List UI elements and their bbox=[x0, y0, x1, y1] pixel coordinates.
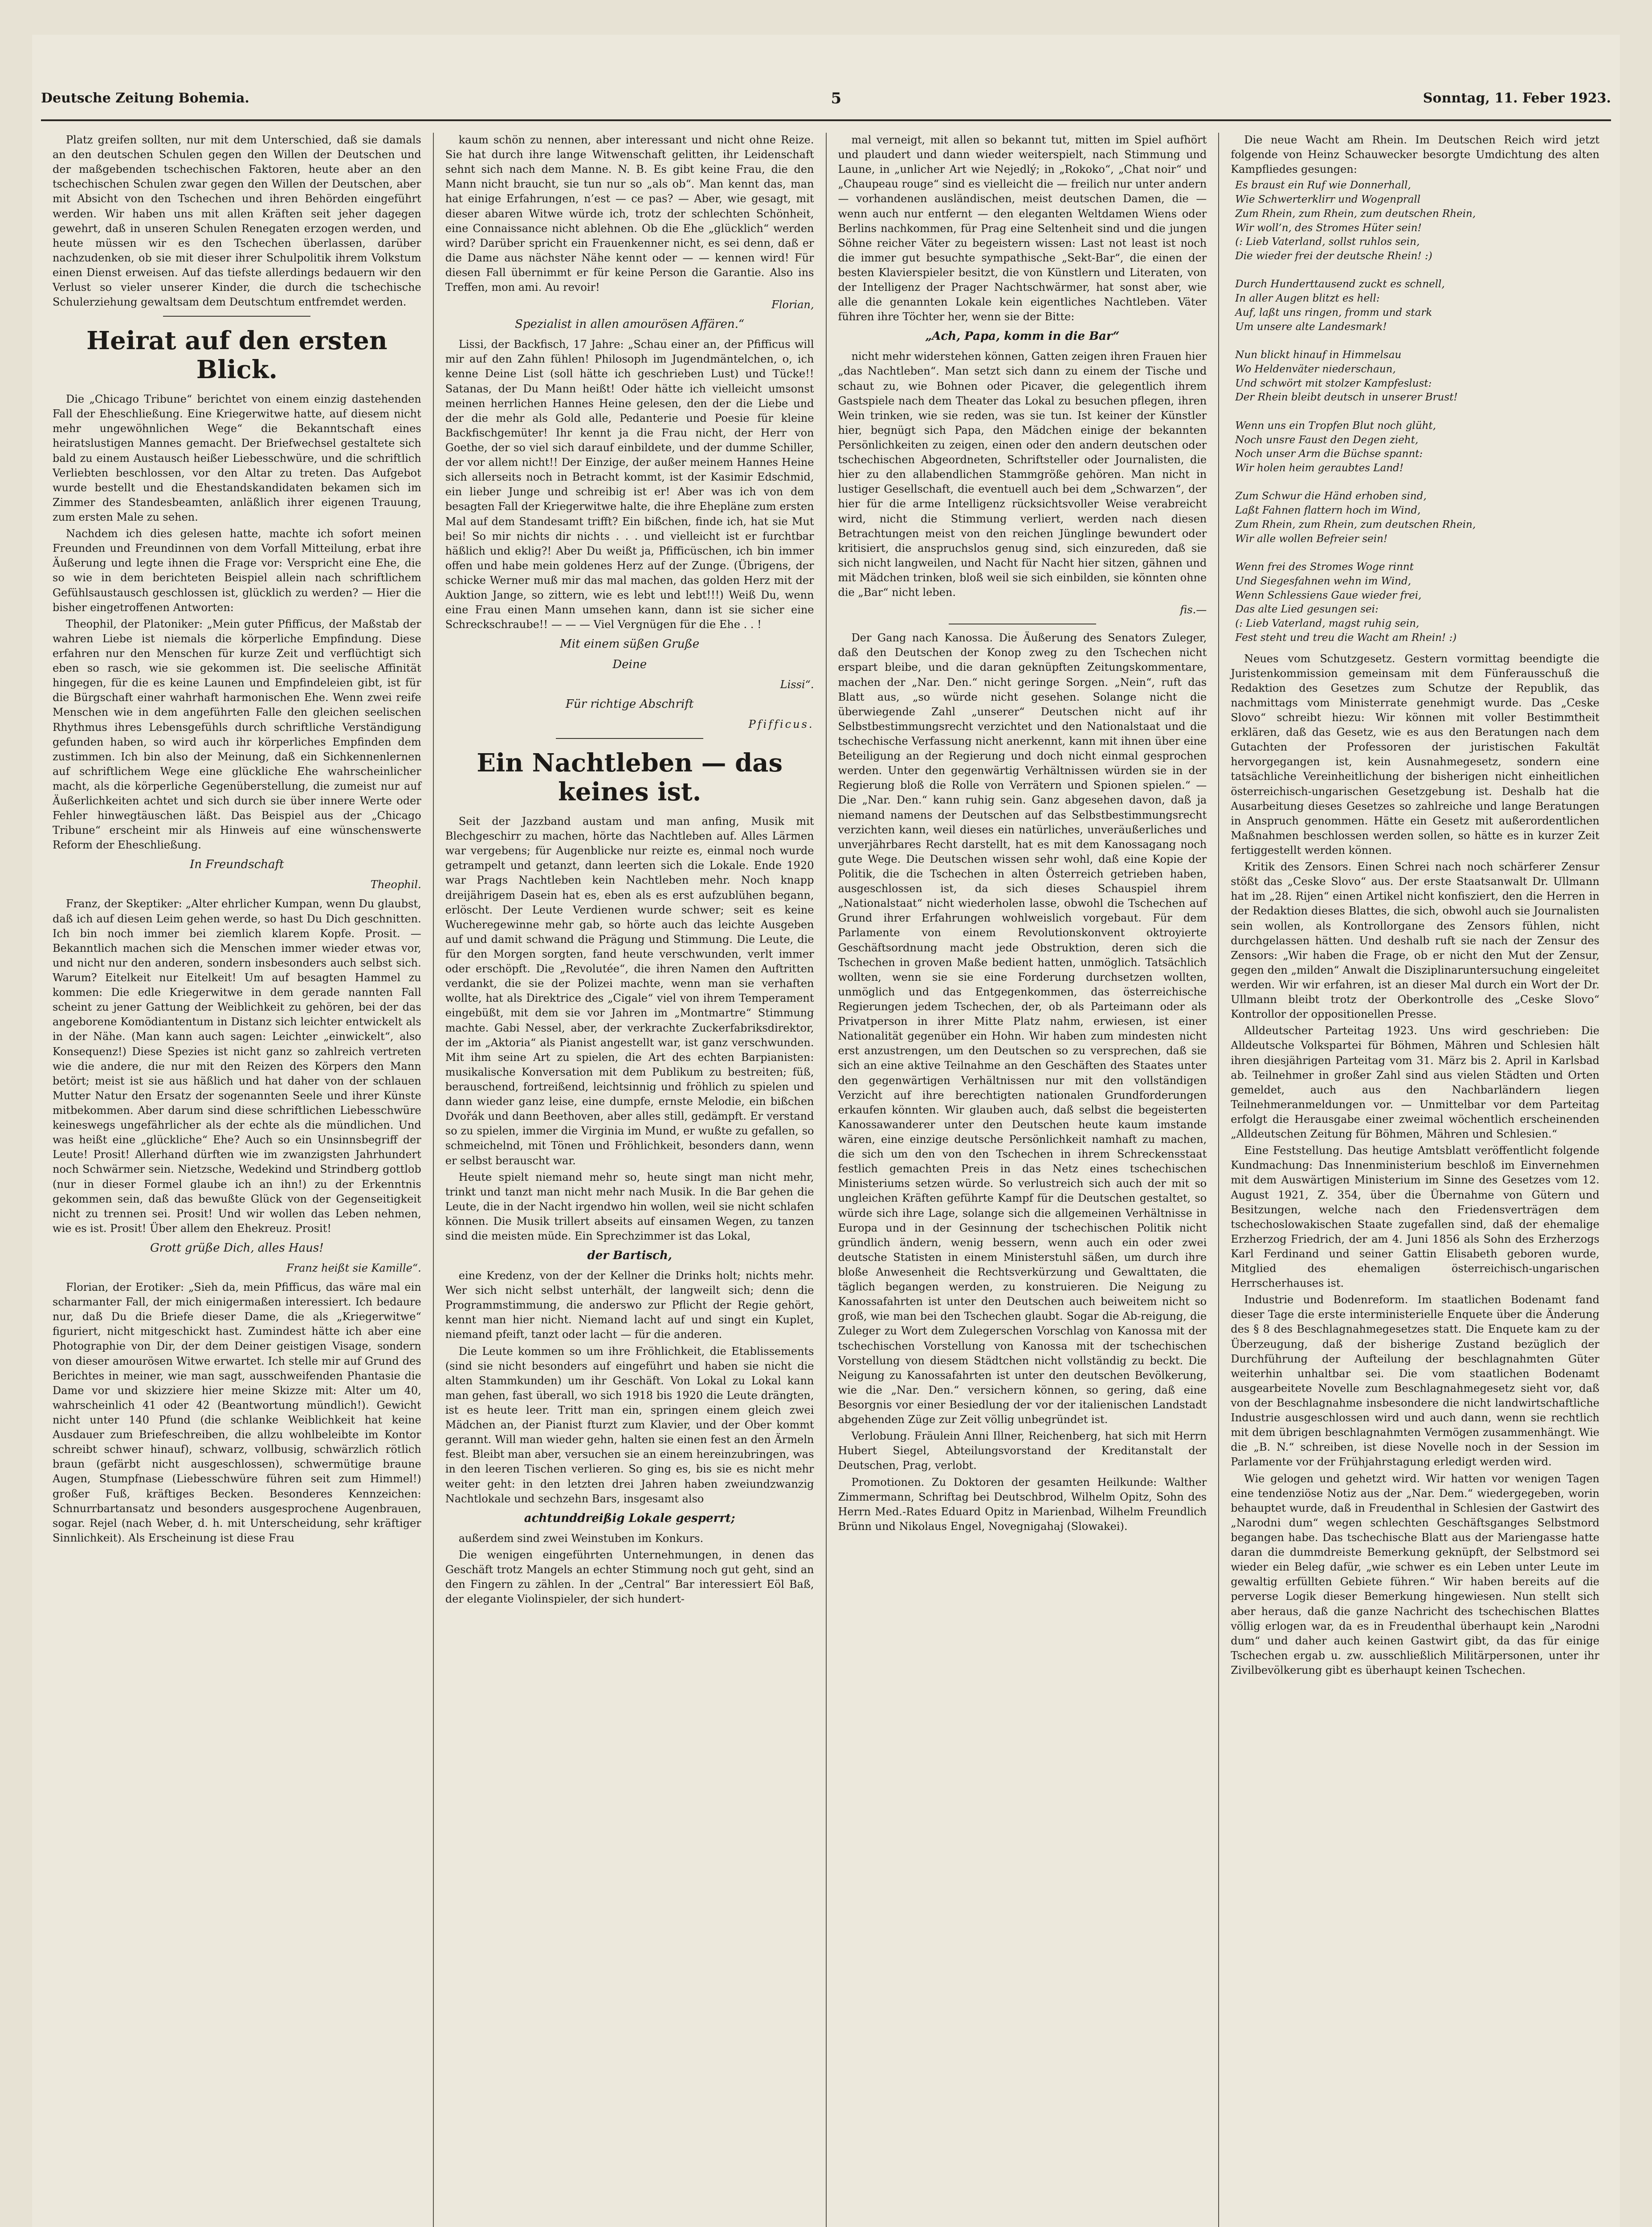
signature-title: Spezialist in allen amourösen Affären.“ bbox=[515, 318, 745, 331]
poem: Es braust ein Ruf wie Donnerhall, Wie Schwerterklirr und Wogenprall Zum Rhein, zum Rhein, zum deutschen Rhein, Wir woll’n, des Stromes Hüter sein! (: Lieb Vaterland, sollst ruhlos sein, Die wieder frei der deutsche Rhein! :) Durch Hunderttausend zuckt es schnell, In aller Augen blitzt es hell: Auf, laßt uns ringen, fromm und stark Um unsere alte Landesmark! Nun blickt hinauf in Himmelsau Wo Heldenväter niederschaun, Und schwört mit stolzer Kampfeslust: Der Rhein bleibt deutsch in unserer Brust! Wenn uns ein Tropfen Blut noch glüht, Noch unsre Faust den Degen zieht, Noch unser Arm die Büchse spannt: Wir holen heim geraubtes Land! Zum Schwur die Händ erhoben sind, Laßt Fahnen flattern hoch im Wind, Zum Rhein, zum Rhein, zum deutschen Rhein, Wir alle wollen Befreier sein! Wenn frei des Stromes Woge rinnt Und Siegesfahnen wehn im Wind, Wenn Schlessiens Gaue wieder frei, Das alte Lied gesungen sei: (: Lieb Vaterland, magst ruhig sein, Fest steht und treu die Wacht am Rhein! :) bbox=[1235, 179, 1476, 644]
paragraph: Eine Feststellung. Das heutige Amtsblatt veröffentlicht folgende Kundmachung: Das Innenministerium beschloß im Einvernehmen mit dem Auswärtigen Ministerium im Sinne des Gesetzes vom 12. August 1921, Z. 354, über die Übernahme von Gütern und Besitzungen, welche nach den Friedensverträgen dem tschechoslowakischen Staate zugefallen sind, daß der ehemalige Erzherzog Friedrich, der am 4. Juni 1856 als Sohn des Erzherzogs Karl Ferdinand und seiner Gattin Elisabeth geboren wurde, Mitglied des ehemaligen österreichisch-ungarischen Herrscherhauses ist. bbox=[1231, 1144, 1599, 1290]
paragraph: Florian, der Erotiker: „Sieh da, mein Pfifficus, das wäre mal ein scharmanter Fall, der mich einigermaßen interessiert. Ich bedaure nur, daß Du die Briefe dieser Dame, die als „Kriegerwitwe“ figuriert, nicht mitgeschickt hast. Zumindest hätte ich aber eine Photographie von Dir, der dem Deiner geistigen Visage, sondern von dieser amourösen Witwe erwartet. Ich stelle mir auf Grund des Berichtes in meiner, wie man sagt, ausschweifenden Phantasie die Dame vor und skizziere hier meine Skizze mit: Alter um 40, wahrscheinlich 41 oder 42 (Beantwortung mündlich!). Gewicht nicht unter 140 Pfund (die schlanke Weiblichkeit hat keine Ausdauer zum Briefeschreiben, die allzu wohlbeleibte im Kontor schreibt schwer hinauf), schwarz, vollbusig, schwärzlich rötlich braun (gefärbt nicht ausgeschlossen), schwermütige braune Augen, Stumpfnase (Liebesschwüre führen seit zum Himmel!) großer Fuß, kräftiges Becken. Besonderes Kennzeichen: Schnurrbartansatz und besonders ausgesprochene Augenbrauen, sogar. Rejel (nach Weber, d. h. mit Unterscheidung, sehr kräftiger Sinnlichkeit). Als Erscheinung ist diese Frau bbox=[53, 1281, 421, 1544]
columns bbox=[41, 133, 1611, 2227]
paragraph: mal verneigt, mit allen so bekannt tut, mitten im Spiel aufhört und plaudert und dann wieder weiterspielt, nach Stimmung und Laune, in „unlicher Art wie Nejedlý; in „Rokoko“, „Chat noir“ und „Chaupeau rouge“ sind es vielleicht die — freilich nur unter andern — vorhandenen ausländischen, meist deutschen Damen, die — wenn auch nur entfernt — den eleganten Weltdamen Wiens oder Berlins nachkommen, für Prag eine Seltenheit sind und die jungen Söhne reicher Väter zu begeistern wissen: Last not least ist noch die immer gut besuchte sympathische „Sekt-Bar“, die einen der besten Klavierspieler besitzt, die von Künstlern und Literaten, von der Intelligenz der Prager Nachtschwärmer, hat sonst aber, wie alle die genannten Lokale kein eigentliches Nachtleben. Väter führen ihre Töchter her, wenn sie der Bitte: bbox=[838, 134, 1207, 323]
closing-line: Mit einem süßen Gruße bbox=[560, 637, 700, 651]
paragraph: Die neue Wacht am Rhein. Im Deutschen Reich wird jetzt folgende von Heinz Schauwecker besorgte Umdichtung des alten Kampfliedes gesungen: bbox=[1231, 134, 1599, 176]
paragraph: eine Kredenz, von der der Kellner die Drinks holt; nichts mehr. Wer sich nicht selbst unterhält, der langweilt sich; denn die Programmstimmung, die anderswo zur Pflicht der Regie gehört, kennt man hier nicht. Niemand lacht auf und singt ein Kuplet, niemand pfeift, tanzt oder lacht — für die anderen. bbox=[445, 1269, 814, 1341]
paragraph: Industrie und Bodenreform. Im staatlichen Bodenamt fand dieser Tage die erste interministerielle Enquete über die Änderung des § 8 des Beschlagnahmegesetzes statt. Die Enquete kam zu der Überzeugung, daß der bisherige Zustand bezüglich der Durchführung der Aufteilung der beschlagnahmten Güter weiterhin unhaltbar sei. Die vom staatlichen Bodenamt ausgearbeitete Novelle zum Beschlagnahmegesetz sieht vor, daß von der Beschlagnahme insbesondere die nicht landwirtschaftliche Industrie ausgeschlossen wird und auch dann, wenn sie rechtlich mit dem übrigen beschlagnahmten Vermögen zusammenhängt. Wie die „B. N.“ schreiben, ist diese Novelle noch in der Session im Parlamente vor der Frühjahrstagung erledigt werden wird. bbox=[1231, 1293, 1599, 1468]
newspaper-page bbox=[32, 35, 1620, 2227]
paragraph: Wie gelogen und gehetzt wird. Wir hatten vor wenigen Tagen eine tendenziöse Notiz aus der „Nar. Dem.“ wiedergegeben, worin behauptet wurde, daß in Freudenthal in Schlesien der Gastwirt des „Narodni dum“ wegen schlechten Geschäftsganges Selbstmord begangen habe. Das tschechische Blatt aus der Mariengasse hatte daran die dummdreiste Bemerkung geknüpft, der Selbstmord sei wieder ein Beleg dafür, „wie schwer es ein Leben unter Leute im gewaltig erfüllten Gebiete führen.“ Wir haben bereits auf die perverse Logik dieser Bemerkung hingewiesen. Nun stellt sich aber heraus, daß die ganze Nachricht des tschechischen Blattes völlig erlogen war, da es in Freudenthal überhaupt kein „Narodni dum“ und daher auch keinen Gastwirt gibt, da das für einige Tschechen ergab u. zw. ausschließlich Militärpersonen, unter ihr Zivilbevölkerung gibt es überhaupt keinen Tschechen. bbox=[1231, 1472, 1599, 1676]
paragraph: Promotionen. Zu Doktoren der gesamten Heilkunde: Walther Zimmermann, Schriftag bei Deutschbrod, Wilhelm Opitz, Sohn des Herrn Med.-Rates Eduard Opitz in Marienbad, Wilhelm Freundlich Brünn und Nikolaus Engel, Novegnigahaj (Slowakei). bbox=[838, 1476, 1207, 1533]
signature: fis.— bbox=[1180, 604, 1207, 616]
closing-line: Für richtige Abschrift bbox=[565, 697, 694, 711]
subheading: der Bartisch, bbox=[587, 1249, 672, 1263]
paragraph: außerdem sind zwei Weinstuben im Konkurs. bbox=[458, 1532, 704, 1545]
paragraph: Die wenigen eingeführten Unternehmungen, in denen das Geschäft trotz Mangels an echter Stimmung noch gut geht, sind an den Fingern zu zählen. In der „Central“ Bar interessiert Eöl Baß, der elegante Violinspieler, der sich hundert- bbox=[445, 1548, 814, 1606]
paragraph: Die Leute kommen so um ihre Fröhlichkeit, die Etablissements (sind sie nicht besonders auf eingeführt und haben sie nicht die alten Stammkunden) um ihr Geschäft. Von Lokal zu Lokal kann man gehen, fast überall, wo sich 1918 bis 1920 die Leute drängten, ist es heute leer. Tritt man ein, springen einem gleich zwei Mädchen an, der Pianist fturzt zum Klavier, und der Ober kommt gerannt. Will man wieder gehn, halten sie einen fest an den Ärmeln fest. Bleibt man aber, versuchen sie an einem hereinzubringen, was in den leeren Tischen verlieren. So ging es, bis sie es nicht mehr weiter geht: in den letzten drei Jahren haben zweiundzwanzig Nachtlokale und sechzehn Bars, insgesamt also bbox=[445, 1345, 814, 1505]
paragraph: Der Gang nach Kanossa. Die Äußerung des Senators Zuleger, daß den Deutschen der Konop zweg zu den Tschechen nicht erspart bleibe, und die daran geknüpften Zeitungskommentare, machen der „Nar. Den.“ nicht geringe Sorgen. „Nein“, ruft das Blatt aus, „so würde nicht gesehen. Solange nicht die überwiegende Zahl „unserer“ Deutschen nicht auf ihr Selbstbestimmungsrecht verzichtet und den Nationalstaat und die tschechische Verfassung nicht anerkennt, kann mit ihnen über eine Beteiligung an der Regierung und doch nicht einmal gesprochen werden. Unter den gegenwärtig Verhältnissen würden sie in der Regierung bloß die Rolle von Verrätern und Spionen spielen.“ — Die „Nar. Den.“ kann ruhig sein. Ganz abgesehen davon, daß ja niemand namens der Deutschen auf das Selbstbestimmungsrecht verzichten kann, weil dieses ein natürliches, unveräußerliches und unverjährbares Recht darstellt, hat es mit dem Kanossagang noch gute Wege. Die Deutschen wissen sehr wohl, daß eine Kopie der Politik, die die Tschechen in alten Österreich getrieben haben, ausgeschlossen ist, da sich dieses Schauspiel ihrem „Nationalstaat“ nicht wiederholen lasse, obwohl die Tschechen auf Grund ihrer Erfahrungen wohlweislich vorgebaut. Für dem Parlamente von einem Revolutionskonvent oktroyierte Geschäftsordnung macht jede Obstruktion, deren sich die Tschechen in groven Maße bedient hatten, unmöglich. Tatsächlich wollten, wenn sie sie eine Forderung durchsetzen wollten, unmöglich und das Entgegenkommen, das österreichische Regierungen jedem Tschechen, der, ob als Parteimann oder als Privatperson in ihrer Mitte Platz nahm, erwiesen, ist einer Nationalität gegenüber ein Hohn. Wir haben zum mindesten nicht erst anzustrengen, um den Deutschen so zu versprechen, daß sie sich an eine aktive Teilnahme an den Geschäften des Staates unter den gegenwärtigen Verhältnissen nur mit den vollständigen Verzicht auf ihre berechtigten nationalen Grundforderungen erkaufen könnten. Wir glauben auch, daß selbst die begeisterten Kanossawanderer unter den Deutschen heute kaum imstande wären, eine einzige deutsche Persönlichkeit namhaft zu machen, die sich um den von den Tschechen in ihrem Schreckensstaat festlich gemachten Preis in das Netz eines tschechischen Ministeriums setzen würde. So verlustreich sich auch der mit so ungleichen Kräften geführte Kampf für die Deutschen gestaltet, so würde sich ihre Lage, solange sich die allgemeinen Verhältnisse in Europa und in der Gesinnung der tschechischen Politik nicht gründlich ändern, wenig bessern, wenn auch ein oder zwei deutsche Statisten in einem Ministerstuhl säßen, um durch ihre bloße Anwesenheit die Rechtsverkürzung und Gewalttaten, die täglich begangen werden, zu konstruieren. Die Neigung zu Kanossafahrten ist unter den Deutschen auch beiweitem nicht so groß, wie man bei den Tschechen glaubt. Sogar die Ab-reigung, die Zuleger zu Wort dem Zulegerschen Vorschlag von Kanossa mit der tschechischen Vorstellung von Kanossa mit der tschechischen Vorstellung von diesem Städtchen nicht vollständig zu beckt. Die Neigung zu Kanossafahrten ist unter den deutschen Bevölkerung, wie die „Nar. Den.“ versichern können, so gering, daß eine Besorgnis vor einer Besiedlung der vor der italienischen Landstadt abgehenden Züge zur Zeit völlig unbegründet ist. bbox=[838, 632, 1207, 1426]
closing-line: In Freundschaft bbox=[190, 858, 284, 872]
column-1 bbox=[41, 133, 433, 2227]
paragraph: Seit der Jazzband austam und man anfing, Musik mit Blechgeschirr zu machen, hörte das Nachtleben auf. Alles Lärmen war vergebens; für Augenblicke nur reizte es, einmal noch wurde getrampelt und getanzt, dann leerten sich die Lokale. Ende 1920 war Prags Nachtleben kein Nachtleben mehr. Noch knapp dreijährigem Dasein hat es, eben als es erst aufzublühen begann, erlöscht. Der Leute Verdienen wurde schwer; seit es keine Wucheregewinne mehr gab, so hörte auch das leichte Ausgeben auf und damit schwand die Prägung und Stimmung. Die Leute, die für den Morgen sorgten, fand heute verschwunden, verlt immer oder erschöpft. Die „Revolutée“, die ihren Namen den Auftritten verdankt, die sie der Polizei machte, wenn man sie verhaften wollte, hat als Direktrice des „Cigale“ viel von ihrem Temperament eingebüßt, mit dem sie vor Jahren im „Montmartre“ Stimmung machte. Gabi Nessel, aber, der verkrachte Zuckerfabriksdirektor, der im „Aktoria“ als Pianist angestellt war, ist ganz verschwunden. Mit ihm seine Art zu spielen, die Art des echten Barpianisten: musikalische Konversation mit dem Publikum zu bestreiten; füß, berauschend, fortreißend, leichtsinnig und fröhlich zu spielen und dann wieder ganz leise, eine dumpfe, ernste Melodie, ein bißchen Dvořák und dann Beethoven, aber alles still, gedämpft. Er verstand so zu spielen, immer die Virginia im Mund, er wußte zu gefallen, so schmeichelnd, mit Tönen und Fröhlichkeit, besonders dann, wenn er selbst berauscht war. bbox=[445, 815, 814, 1167]
headline-nachtleben: Ein Nachtleben — das keines ist. bbox=[477, 748, 783, 807]
paragraph: Franz, der Skeptiker: „Alter ehrlicher Kumpan, wenn Du glaubst, daß ich auf diesen Leim gehen werde, so hast Du Dich geschnitten. Ich bin noch immer bei ziemlich klarem Kopfe. Prosit. — Bekanntlich machen sich die Menschen immer wieder etwas vor, und nicht nur den anderen, sondern insbesonders auch selbst sich. Warum? Eitelkeit nur Eitelkeit! Um auf besagten Hammel zu kommen: Die edle Kriegerwitwe in dem gerade nannten Fall scheint zu jener Gattung der Weiblichkeit zu gehören, bei der das angeborene Komödiantentum in Distanz sich leichter entwickelt als in der Nähe. (Man kann auch sagen: Leichter „einwickelt“, also Konsequenz!) Diese Spezies ist nicht ganz so zahlreich vertreten wie die andere, die nur mit den Reizen des Körpers den Mann betört; meist ist sie aus häßlich und hat daher von der schlauen Mutter Natur den Ersatz der sogenannten Seele und ihrer Künste mitbekommen. Aber darum sind diese schriftlichen Liebesschwüre keineswegs ungefährlicher als der echte als die mündlichen. Und was heißt eine „glückliche“ Ehe? Auch so ein Unsinnsbegriff der Leute! Prosit! Allerhand dürften wie im zwanzigsten Jahrhundert noch Schwärmer sein. Nietzsche, Wedekind und Strindberg gottlob (nur in dieser Formel glaube ich an ihn!) zu der Erkenntnis gekommen sein, daß das bewußte Glück von der Gegenseitigkeit nicht zu trennen sei. Prosit! Und wir wollen das Leben nehmen, wie es ist. Prosit! Über allem den Ehekreuz. Prosit! bbox=[53, 897, 421, 1235]
paragraph: Neues vom Schutzgesetz. Gestern vormittag beendigte die Juristenkommission gemeinsam mit dem Fünferausschuß die Redaktion des Gesetzes zum Schutze der Republik, das nachmittags vom Ministerrate genehmigt wurde. Das „Ceske Slovo“ schreibt hiezu: Wir können mit voller Bestimmtheit erklären, daß das Gesetz, wie es aus den Beratungen nach dem Gutachten der Professoren der juristischen Fakultät hervorgegangen ist, kein Ausnahmegesetz, sondern eine tatsächliche Vereinheitlichung der bisherigen nicht einheitlichen österreichisch-ungarischen Gesetzgebung ist. Deshalb hat die Ausarbeitung dieses Gesetzes so zahlreiche und lange Beratungen in Anspruch genommen. Hätte ein Gesetz mit außerordentlichen Maßnahmen beschlossen werden sollen, so hätte es in kurzer Zeit fertiggestellt werden können. bbox=[1231, 652, 1599, 857]
paragraph: kaum schön zu nennen, aber interessant und nicht ohne Reize. Sie hat durch ihre lange Witwenschaft gelitten, ihr Leidenschaft sehnt sich nach dem Manne. N. B. Es gibt keine Frau, die den Mann nicht braucht, sie tun nur so „als ob“. Man kennt das, man hat einige Erfahrungen, n’est — ce pas? — Aber, wie gesagt, mit dieser abaren Witwe würde ich, trotz der schlechten Schönheit, eine Connaissance nicht ablehnen. Ob die Ehe „glücklich“ werden wird? Darüber spricht ein Frauenkenner nicht, es sei denn, daß er die Dame aus nächster Nähe kennt oder — — kennen wird! Für diesen Fall übernimmt er für keine Person die Garantie. Also ins Treffen, mon ami. Au revoir! bbox=[445, 134, 814, 294]
divider bbox=[556, 738, 703, 739]
paragraph: Nachdem ich dies gelesen hatte, machte ich sofort meinen Freunden und Freundinnen von dem Vorfall Mitteilung, erbat ihre Äußerung und legte ihnen die Frage vor: Verspricht eine Ehe, die so wie in dem berichteten Beispiel allein nach schriftlichem Gefühlsaustausch geschlossen ist, glücklich zu werden? — Hier die bisher eingetroffenen Antworten: bbox=[53, 527, 421, 614]
column-4 bbox=[1218, 133, 1611, 2227]
paragraph: Alldeutscher Parteitag 1923. Uns wird geschrieben: Die Alldeutsche Volkspartei für Böhmen, Mähren und Schlesien hält ihren diesjährigen Parteitag vom 31. März bis 2. April in Karlsbad ab. Teilnehmer in großer Zahl sind aus vielen Städten und Orten gemeldet, auch aus den Nachbarländern liegen Teilnehmeranmeldungen vor. — Unmittelbar vor dem Parteitag erfolgt die Herausgabe einer zweimal wöchentlich erscheinenden „Alldeutschen Zeitung für Böhmen, Mähren und Schlesien.“ bbox=[1231, 1024, 1599, 1141]
closing-line: Deine bbox=[612, 658, 647, 672]
quote-heading: „Ach, Papa, komm in die Bar“ bbox=[925, 330, 1120, 343]
masthead bbox=[41, 77, 1611, 121]
paragraph: Die „Chicago Tribune“ berichtet von einem einzig dastehenden Fall der Eheschließung. Eine Kriegerwitwe hatte, auf diesem nicht mehr ungewöhnlichen Wege“ die Bekanntschaft eines heiratslustigen Mannes gemacht. Der Briefwechsel gestaltete sich bald zu einem Austausch heißer Liebesschwüre, und die schriftlich Verliebten beschlossen, vor den Altar zu treten. Das Aufgebot wurde bestellt und die Ehestandskandidaten bekamen sich im Zimmer des Standesbeamten, anläßlich ihrer eigenen Trauung, zum ersten Male zu sehen. bbox=[53, 393, 421, 523]
headline-heirat: Heirat auf den ersten Blick. bbox=[86, 326, 388, 384]
paragraph: Platz greifen sollten, nur mit dem Unterschied, daß sie damals an den deutschen Schulen gegen den Willen der Deutschen und der maßgebenden tschechischen Faktoren, heute aber an den tschechischen Schulen zwar gegen den Willen der Deutschen, aber mit Absicht von den Tschechen und ihren Behörden eingeführt werden. Wir haben uns mit allen Kräften seit jeher dagegen gewehrt, daß in unseren Schulen Renegaten erzogen werden, und heute müssen wir es den Tschechen überlassen, darüber nachzudenken, ob sie mit dieser ihrer Schulpolitik ihrem Volkstum einen Dienst erweisen. Auf das tiefste allerdings bedauern wir den Verlust so vieler unserer Kinder, die durch die tschechische Schulerziehung gewaltsam dem Deutschtum entfremdet werden. bbox=[53, 134, 421, 309]
signature: Pfifficus. bbox=[748, 718, 814, 731]
paragraph: nicht mehr widerstehen können, Gatten zeigen ihren Frauen hier „das Nachtleben“. Man setzt sich dann zu einem der Tische und schaut zu, wie Bohnen oder Picaver, die gelegentlich ihrem Gastspiele nach dem Theater das Lokal zu besuchen pflegen, ihren Wein trinken, wie sie reden, was sie tun. Ist keiner der Künstler hier, begnügt sich Papa, den Mädchen einige der bekannten Persönlichkeiten zu zeigen, einen oder den andern deutschen oder tschechischen Abgeordneten, Schriftsteller oder Journalisten, die hier zu den allabendlichen Stammgröße gehören. Man nicht in lustiger Gesellschaft, die eventuell auch bei dem „Schwarzen“, der hier für die arme Intelligenz rücksichtsvoller Weise verabreicht wird, nicht die Stimmung verliert, werden nach diesen Betrachtungen meist von den reichen Jünglinge bewundert oder kritisiert, die anspruchslos genug sind, sich einzureden, daß sie sich nicht langweilen, und Nacht für Nacht hier sitzen, gähnen und mit Mädchen trinken, bloß weil sie sich einbilden, sie könnten ohne die „Bar“ nicht leben. bbox=[838, 350, 1207, 599]
column-2 bbox=[433, 133, 826, 2227]
paragraph: Lissi, der Backfisch, 17 Jahre: „Schau einer an, der Pfifficus will mir auf den Zahn fühlen! Philosoph im Jugendmäntelchen, o, ich kenne Deine List (soll hätte ich geschrieben Lust) und Tücke!! Satanas, der Du Mann heißt! Oder hätte ich vielleicht umsonst meinen herrlichen Hannes Heine gelesen, den der die Liebe und der die mehr als Gold alle, Pedanterie und Poesie für kleine Backfischgemüter! Ihr kennt ja die Frau nicht, der Herr von Goethe, der so viel sich darauf einbildete, und der dumme Schiller, der vor allem nicht!! Der Einzige, der außer meinem Hannes Heine sich allerseits noch in Betracht kommt, ist der Kasimir Edschmid, ein lieber Junge und schreibig ist er! Aber was ich von dem besagten Fall der Kriegerwitwe halte, die ihre Ehepläne zum ersten Mal auf dem Standesamt trifft? Ein bißchen, finde ich, hat sie Mut bei! So mir nichts dir nichts . . . und vielleicht ist er furchtbar häßlich und eklig?! Aber Du weißt ja, Pfifficüschen, ich bin immer offen und habe mein goldenes Herz auf der Zunge. (Übrigens, der schicke Werner muß mir das mal machen, das golden Herz mit der Auktion Jange, so zittern, wie es lebt und lebt!!!) Weiß Du, wenn eine Frau einen Mann umsehen kann, dann ist sie sicher eine Schreckschraube!! — — — Viel Vergnügen für die Ehe . . ! bbox=[445, 338, 814, 631]
paragraph: Verlobung. Fräulein Anni Illner, Reichenberg, hat sich mit Herrn Hubert Siegel, Abteilungsvorstand der Kreditanstalt der Deutschen, Prag, verlobt. bbox=[838, 1430, 1207, 1472]
signature: Lissi“. bbox=[780, 678, 814, 691]
column-3 bbox=[826, 133, 1219, 2227]
paragraph: Kritik des Zensors. Einen Schrei nach noch schärferer Zensur stößt das „Ceske Slovo“ aus. Der erste Staatsanwalt Dr. Ullmann hat im „28. Rijen“ einen Artikel nicht konfisziert, den die Herren in der Redaktion dieses Blattes, die sich, obwohl auch sie Journalisten sein wollen, als Kontrollorgane des Zensors fühlen, nicht durchgelassen hätten. Und deshalb ruft sie nach der Zensur des Zensors: „Wir haben die Frage, ob er nicht den Mut der Zensur, gegen den „milden“ Anwalt die Disziplinaruntersuchung eingeleitet werden. Wir wir erfahren, ist an dieser Mal durch ein Wort der Dr. Ullmann bleibt trotz der Oberkontrolle des „Ceske Slovo“ Kontrollor der oppositionellen Presse. bbox=[1231, 861, 1599, 1021]
subheading: achtunddreißig Lokale gesperrt; bbox=[524, 1511, 735, 1525]
signature: Franz heißt sie Kamille“. bbox=[286, 1261, 421, 1274]
masthead-date: Sonntag, 11. Feber 1923. bbox=[1423, 90, 1611, 106]
divider bbox=[163, 316, 310, 317]
paragraph: Theophil, der Platoniker: „Mein guter Pfifficus, der Maßstab der wahren Liebe ist niemals die körperliche Empfindung. Diese erfahren nur den Menschen für kurze Zeit und verflüchtigt sich eben so rasch, wie sie gekommen ist. Die seelische Affinität hingegen, für die es keine Launen und Empfindeleien gibt, ist für die Bürgschaft einer wahrhaft harmonischen Ehe. Wenn zwei reife Menschen wie in dem angeführten Falle den gleichen seelischen Rhythmus ihres Lebensgefühls durch schriftliche Verständigung gefunden haben, so wird auch ihr körperliches Empfinden dem zustimmen. Ich bin also der Meinung, daß ein Sichkennenlernen auf schriftlichem Wege eine glückliche Ehe wahrscheinlicher macht, als die körperliche Gegenüberstellung, die zumeist nur auf Äußerlichkeiten achtet und sich durch sie über innere Werte oder Fehler hinwegtäuschen läßt. Das Beispiel aus der „Chicago Tribune“ erscheint mir als Hinweis auf eine wünschenswerte Reform der Eheschließung. bbox=[53, 617, 421, 852]
page-number: 5 bbox=[831, 89, 842, 107]
signature: Florian, bbox=[771, 298, 814, 311]
masthead-title: Deutsche Zeitung Bohemia. bbox=[41, 90, 249, 106]
closing-line: Grott grüße Dich, alles Haus! bbox=[150, 1241, 324, 1255]
signature: Theophil. bbox=[370, 878, 421, 891]
paragraph: Heute spielt niemand mehr so, heute singt man nicht mehr, trinkt und tanzt man nicht mehr nach Musik. In die Bar gehen die Leute, die in der Nacht irgendwo hin wollen, weil sie nicht schlafen können. Die Musik trillert abseits auf einsamen Wegen, zu tanzen sind die meisten müde. Ein Sprechzimmer ist das Lokal, bbox=[445, 1171, 814, 1243]
